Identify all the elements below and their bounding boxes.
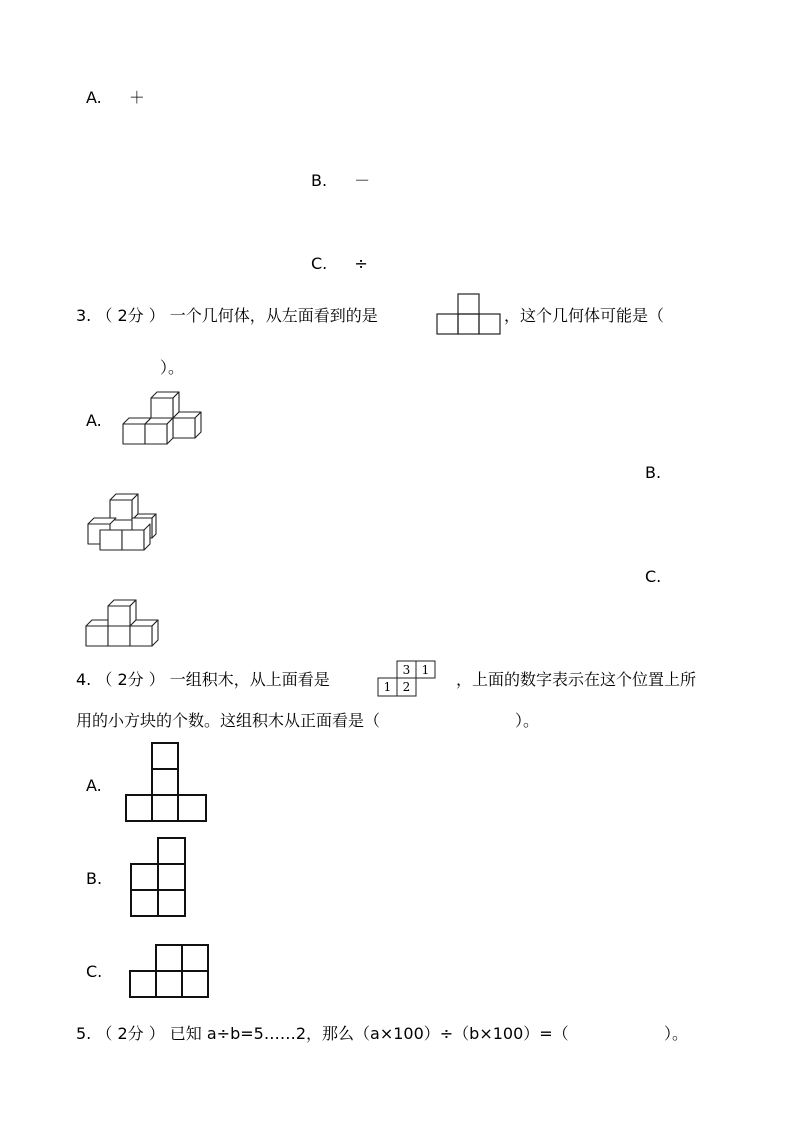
q2-option-a-letter: A. (86, 88, 102, 107)
q3-stem-after: ，这个几何体可能是（ (504, 306, 665, 325)
q2-option-b[interactable] (311, 171, 370, 191)
q5-stem: 5. （ 2分 ） 已知 a÷b=5……2，那么（a×100）÷（b×100）=（ (76, 1024, 569, 1043)
q3-left-view-figure (436, 293, 502, 335)
q2-option-c[interactable] (311, 254, 368, 274)
q3-option-c-figure (84, 598, 162, 654)
q3-option-b-figure (84, 490, 162, 554)
q3-option-b-letter[interactable]: B. (645, 463, 662, 482)
q2-option-c-text: ÷ (354, 254, 368, 273)
q4-stem-before: 4. （ 2分 ） 一组积木，从上面看是 (76, 670, 330, 689)
q2-option-c-letter: C. (311, 254, 328, 273)
q3-stem-before: 3. （ 2分 ） 一个几何体，从左面看到的是 (76, 306, 378, 325)
q4-option-c-letter[interactable]: C. (86, 962, 103, 981)
q3-option-a-figure (120, 388, 206, 450)
q4-option-b-letter[interactable]: B. (86, 869, 103, 888)
q4-stem-after: ，上面的数字表示在这个位置上所 (456, 670, 697, 689)
q2-option-a[interactable] (86, 88, 145, 108)
q4-grid-number: 2 (402, 680, 411, 694)
q4-grid-number: 1 (383, 680, 392, 694)
q3-option-a-letter[interactable]: A. (86, 411, 102, 430)
q4-stem-end: ）。 (515, 711, 540, 730)
q4-top-view-grid (377, 660, 437, 698)
q2-option-b-text: － (354, 171, 371, 190)
q4-option-a-letter[interactable]: A. (86, 776, 102, 795)
q2-option-a-text: ＋ (128, 88, 145, 107)
q5-stem-end: ）。 (664, 1024, 689, 1043)
q3-option-c-letter[interactable]: C. (645, 567, 662, 586)
q4-stem-line2: 用的小方块的个数。这组积木从正面看是（ (76, 711, 381, 730)
q3-stem-end: ）。 (160, 358, 185, 377)
q2-option-b-letter: B. (311, 171, 328, 190)
q4-option-b-figure (130, 836, 188, 918)
q4-grid-number: 1 (421, 663, 430, 677)
q4-option-a-figure (125, 741, 209, 823)
q4-option-c-figure (129, 943, 211, 1001)
q4-grid-number: 3 (402, 663, 411, 677)
